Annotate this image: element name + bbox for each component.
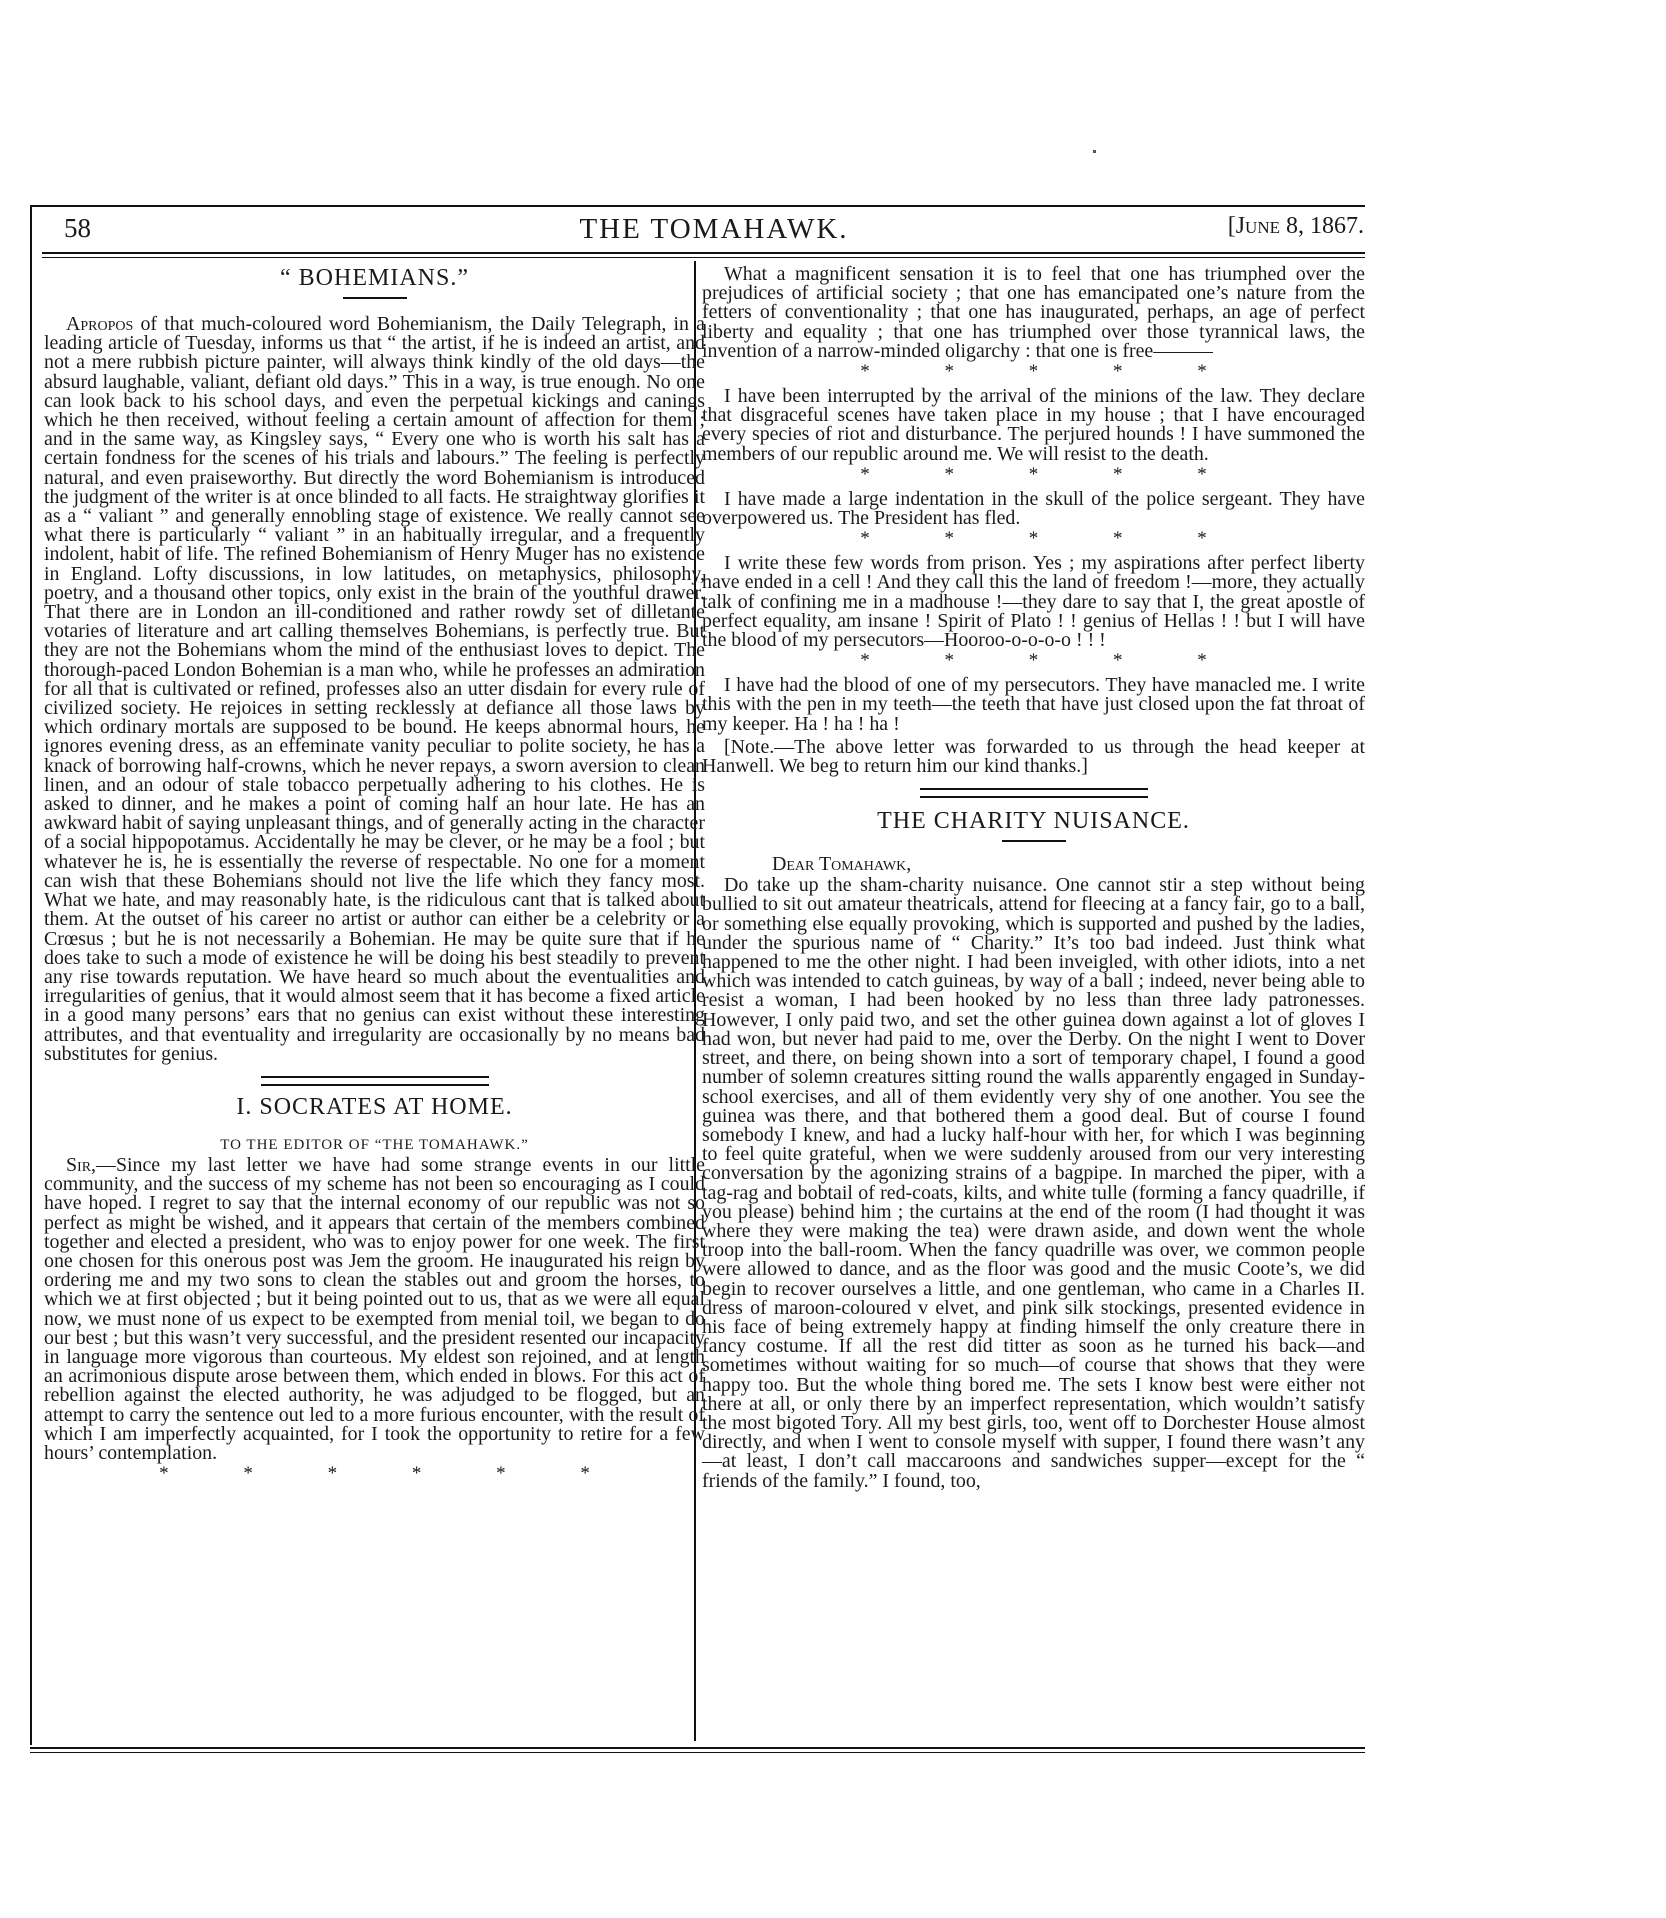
scan-speck bbox=[1093, 150, 1096, 153]
right-column bbox=[702, 265, 1365, 1491]
title-rule bbox=[343, 297, 407, 299]
left-border-rule bbox=[30, 205, 32, 1745]
header-rule-2 bbox=[42, 257, 1365, 258]
letter-subhead: TO THE EDITOR OF “THE TOMAHAWK.” bbox=[220, 1136, 529, 1153]
article-title-socrates: I. SOCRATES AT HOME. bbox=[236, 1093, 513, 1120]
bottom-rule-1 bbox=[30, 1747, 1365, 1749]
asterism: * * * * * bbox=[860, 361, 1207, 383]
socrates-body-1: —Since my last letter we have had some strange events in our little community, and the success of my scheme has not been so encouraging as I could have hoped. I regret to say that the internal economy of our republic was not so perfect as might be wished, and it appears that certain of the members combined together and elected a president, who was to enjoy power for one week. The first one chosen for this onerous post was Jem the groom. He inaugurated his reign by ordering me and my two sons to clean the stables out and groom the horses, to which we at first objected ; but it being pointed out to us, that as we were all equal now, we must none of us expect to be exempted from menial toil, we began to do our best ; but this wasn’t very successful, and the president resented our incapacity in language more vigorous than courteous. My eldest son rejoined, and at length an acrimonious dispute arose between them, which ended in blows. For this act of rebellion against the elected authority, he was adjudged to be flogged, but an attempt to carry the sentence out led to a more furious encounter, with the result of which I am imperfectly acquainted, for I took the opportunity to retire for a few hours’ contemplation. bbox=[44, 1153, 705, 1464]
socrates-lead: Sir, bbox=[66, 1153, 97, 1176]
editor-note: [Note.—The above letter was forwarded to us through the head keeper at Hanwell. We beg to return him our kind thanks.] bbox=[702, 735, 1365, 778]
charity-paragraph: Do take up the sham-charity nuisance. One cannot stir a step without being bullied to sit out amateur theatricals, attend for fleecing at a fancy fair, go to a ball, or something else equally provoking, which is supported and pushed by the ladies, under the spurious name of “ Charity.” It’s too bad indeed. Just think what happened to me the other night. I had been inveigled, with other idiots, into a net which was intended to catch guineas, by way of a ball ; indeed, never being able to resist a woman, I had been hooked by no less than three lady patronesses. However, I only paid two, and set the other guinea down against a lot of gloves I had won, but never had paid to me, over the Derby. On the night I went to Dover street, and there, on being shown into a sort of temporary chapel, I found a good number of solemn creatures sitting round the walls apparently engaged in Sunday-school exercises, and all of them evidently very shy of one another. You see the guinea was there, and that bothered them a good deal. But of course I found somebody I knew, and had a lucky half-hour with her, for which I was beginning to feel quite grateful, when we were suddenly aroused from our very interesting conversation by the agonizing strains of a bagpipe. In marched the piper, with a tag-rag and bobtail of red-coats, kilts, and white tulle (forming a fancy quadrille, if you please) behind him ; the curtains at the end of the room (I had thought it was where they were making the tea) were drawn aside, and down went the whole troop into the ball-room. When the fancy quadrille was over, we common people were allowed to dance, and as the floor was good and the music Coote’s, we did begin to recover ourselves a little, and one gentleman, who came in a Charles II. dress of maroon-coloured v elvet, and pink silk stockings, presented evidence in his face of being extremely happy at finding himself the only creature there in fancy costume. If all the rest did titter as soon as he turned his back—and sometimes without waiting for so much—of course that shows that they were happy too. But the whole thing bored me. The sets I know best were either not there at all, or only there by an imperfect representation, which wouldn’t satisfy the most bigoted Tory. All my best girls, too, went off to Dorchester House almost directly, and when I went to console myself with supper, I found there wasn’t any—at least, I don’t call maccaroons and sandwiches supper—except for the “ friends of the family.” I found, too, bbox=[702, 874, 1365, 1492]
socrates-paragraph-2: What a magnificent sensation it is to feel that one has triumphed over the prejudices of artificial society ; that one has emancipated one’s nature from the fetters of conventionality ; that one has inaugurated, perhaps, an age of perfect liberty and equality ; that one has triumphed over those tyrannical laws, the invention of a narrow-minded oligarchy : that one is free——— bbox=[702, 263, 1365, 362]
title-rule bbox=[1002, 840, 1066, 842]
left-column bbox=[44, 265, 705, 1485]
article-title-bohemians: “ BOHEMIANS.” bbox=[280, 265, 469, 291]
bohemians-paragraph bbox=[44, 315, 705, 1064]
section-double-rule bbox=[261, 1076, 489, 1086]
article-title-charity: THE CHARITY NUISANCE. bbox=[877, 808, 1190, 835]
asterism: * * * * * bbox=[860, 463, 1207, 485]
socrates-paragraph-3: I have been interrupted by the arrival of the minions of the law. They declare that disgraceful scenes have taken place in my house ; that I have encouraged every species of riot and disturbance. The perjured hounds ! I have summoned the members of our republic around me. We will resist to the death. bbox=[702, 385, 1365, 465]
publication-title: THE TOMAHAWK. bbox=[579, 213, 849, 245]
bohemians-lead: Apropos bbox=[66, 313, 134, 335]
page-header bbox=[64, 213, 1364, 253]
bohemians-body: of that much-coloured word Bohemianism, the Daily Telegraph, in a leading article of Tuesday, informs us that “ the artist, if he is indeed an artist, and not a mere rubbish picture painter, will always think kindly of the old days—the absurd laughable, valiant, defiant old days.” This in a way, is true enough. No one can look back to his school days, and even the perpetual kickings and canings which he then received, without feeling a certain amount of affection for them ; and in the same way, as Kingsley says, “ Every one who is worth his salt has a certain fondness for the scenes of his trials and labours.” The feeling is perfectly natural, and even praiseworthy. But directly the word Bohemianism is introduced the judgment of the writer is at once blinded to all facts. He straightway glorifies it as a “ valiant ” and generally ennobling stage of existence. We really cannot see what there is particularly “ valiant ” in an habitually irregular, and a frequently indolent, habit of life. The refined Bohemianism of Henry Muger has no existence in England. Lofty discussions, in low latitudes, on metaphysics, philosophy, poetry, and a thousand other topics, only exist in the brain of the youthful drawer. That there are in London an ill-conditioned and rather rowdy set of dilletante votaries of literature and art calling themselves Bohemians, is perfectly true. But they are not the Bohemians whom the mind of the enthusiast loves to depict. The thorough-paced London Bohemian is a man who, while he professes an admiration for all that is cultivated or refined, professes also an utter disdain for every rule of civilized society. He rejoices in setting recklessly at defiance all those laws by which ordinary mortals are supposed to be bound. He keeps abnormal hours, he ignores evening dress, as an effeminate vanity peculiar to polite society, he has a knack of borrowing half-crowns, which he never repays, a sworn aversion to clean linen, and an odour of stale tobacco perpetually adhering to his clothes. He is asked to dinner, and he makes a point of coming half an hour late. He has an awkward habit of saying unpleasant things, and of generally acting in the character of a social hippopotamus. Accidentally he may be clever, or he may be a fool ; but whatever he is, he is essentially the reverse of respectable. No one for a moment can wish that these Bohemians should not live the life which they fancy most. What we hate, and may reasonably hate, is the ridiculous cant that is talked about them. At the outset of his career no artist or author can either be a celebrity or a Crœsus ; but he is not necessarily a Bohemian. He may be quite sure that if he does take to such a mode of existence he will be doing his best steadily to prevent any rise towards reputation. We have heard so much about the eventualities and irregularities of genius, that it would almost seem that it has become a fixed article in a good many persons’ ears that no genius can exist without these interesting attributes, and that eventuality and irregularity are occasionally by no means bad substitutes for genius. bbox=[44, 313, 705, 1065]
asterism: * * * * * bbox=[860, 528, 1207, 550]
issue-date: [June 8, 1867. bbox=[1227, 213, 1364, 239]
bottom-rule-2 bbox=[30, 1752, 1365, 1753]
letter-salutation: Dear Tomahawk, bbox=[772, 853, 912, 876]
socrates-paragraph-5: I write these few words from prison. Yes ; my aspirations after perfect liberty have ended in a cell ! And they call this the land of freedom !—more, they actually talk of confining me in a madhouse !—they dare to say that I, the great apostle of perfect equality, am insane ! Spirit of Plato ! ! genius of Hellas ! ! but I will have the blood of my persecutors—Hooroo-o-o-o-o ! ! ! bbox=[702, 552, 1365, 652]
asterism: * * * * * bbox=[860, 650, 1207, 672]
header-rule-1 bbox=[42, 252, 1365, 254]
asterism: * * * * * * bbox=[159, 1463, 590, 1485]
page-number: 58 bbox=[64, 213, 91, 243]
socrates-paragraph-6: I have had the blood of one of my persecutors. They have manacled me. I write this with the pen in my teeth—the teeth that have just closed upon the fat throat of my keeper. Ha ! ha ! ha ! bbox=[702, 674, 1365, 735]
section-double-rule bbox=[920, 788, 1148, 798]
newspaper-page bbox=[30, 205, 1365, 1760]
socrates-paragraph-1 bbox=[44, 1153, 705, 1464]
top-border-rule bbox=[30, 205, 1365, 207]
socrates-paragraph-4: I have made a large indentation in the skull of the police sergeant. They have overpowered us. The President has fled. bbox=[702, 487, 1365, 530]
